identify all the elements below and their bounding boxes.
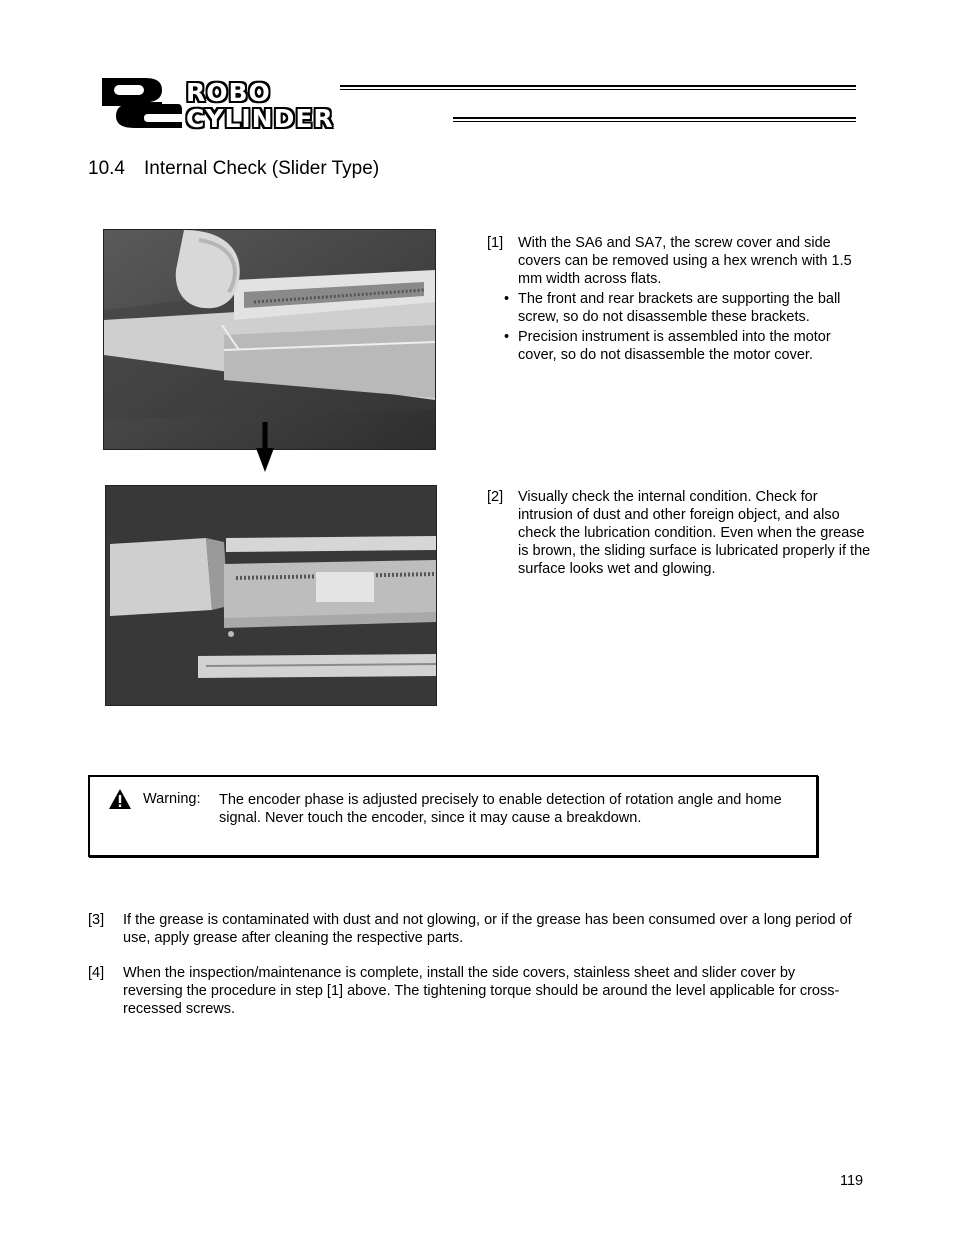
photo-cover-removal	[103, 229, 436, 450]
page-number: 119	[840, 1173, 864, 1189]
photo-internal-view	[105, 485, 437, 706]
warning-icon	[108, 788, 132, 810]
step-1	[487, 234, 872, 364]
step-4-text: When the inspection/maintenance is complete, install the side covers, stainless sheet and slider cover by reversing the procedure in step [1] above. The tightening torque should be around the level applicable for cross-recessed screws.	[123, 965, 840, 1017]
warning-text: The encoder phase is adjusted precisely to enable detection of rotation angle and home signal. Never touch the encoder, since it may cause a breakdown.	[219, 792, 782, 826]
section-number: 10.4	[88, 158, 125, 179]
step-3-label: [3]	[88, 912, 105, 928]
header-rule-top	[340, 85, 856, 90]
bullet-icon: •	[504, 291, 510, 307]
step-4	[88, 964, 858, 1018]
step-2-label: [2]	[487, 489, 504, 505]
step-1-bullet-text: The front and rear brackets are supporting the ball screw, so do not disassemble these brackets.	[518, 291, 841, 325]
warning-label: Warning:	[143, 791, 201, 807]
down-arrow-icon	[256, 422, 274, 472]
step-1-bullet	[487, 328, 872, 364]
rc-logo-icon	[100, 76, 184, 130]
logo-line-cylinder: CYLINDER	[186, 104, 334, 133]
step-1-label: [1]	[487, 235, 504, 251]
step-3	[88, 911, 858, 947]
step-1-text: With the SA6 and SA7, the screw cover and side covers can be removed using a hex wrench with 1.5 mm width across flats.	[518, 235, 852, 287]
step-1-bullet-text: Precision instrument is assembled into the motor cover, so do not disassemble the motor cover.	[518, 329, 831, 363]
step-1-bullet	[487, 290, 872, 326]
header-rule-bottom	[453, 117, 856, 122]
section-title-text: Internal Check (Slider Type)	[144, 158, 380, 179]
step-3-text: If the grease is contaminated with dust and not glowing, or if the grease has been consumed over a long period of use, apply grease after cleaning the respective parts.	[123, 912, 852, 946]
step-2	[487, 488, 872, 578]
step-4-label: [4]	[88, 965, 105, 981]
step-2-text: Visually check the internal condition. Check for intrusion of dust and other foreign object, and also check the lubrication condition. Even when the grease is brown, the sliding surface is lubricated properly if the surface looks wet and glowing.	[518, 489, 871, 577]
logo-wordmark	[186, 80, 334, 132]
section-title	[88, 158, 379, 180]
bullet-icon: •	[504, 329, 510, 345]
logo-line-robo: ROBO	[186, 78, 271, 107]
